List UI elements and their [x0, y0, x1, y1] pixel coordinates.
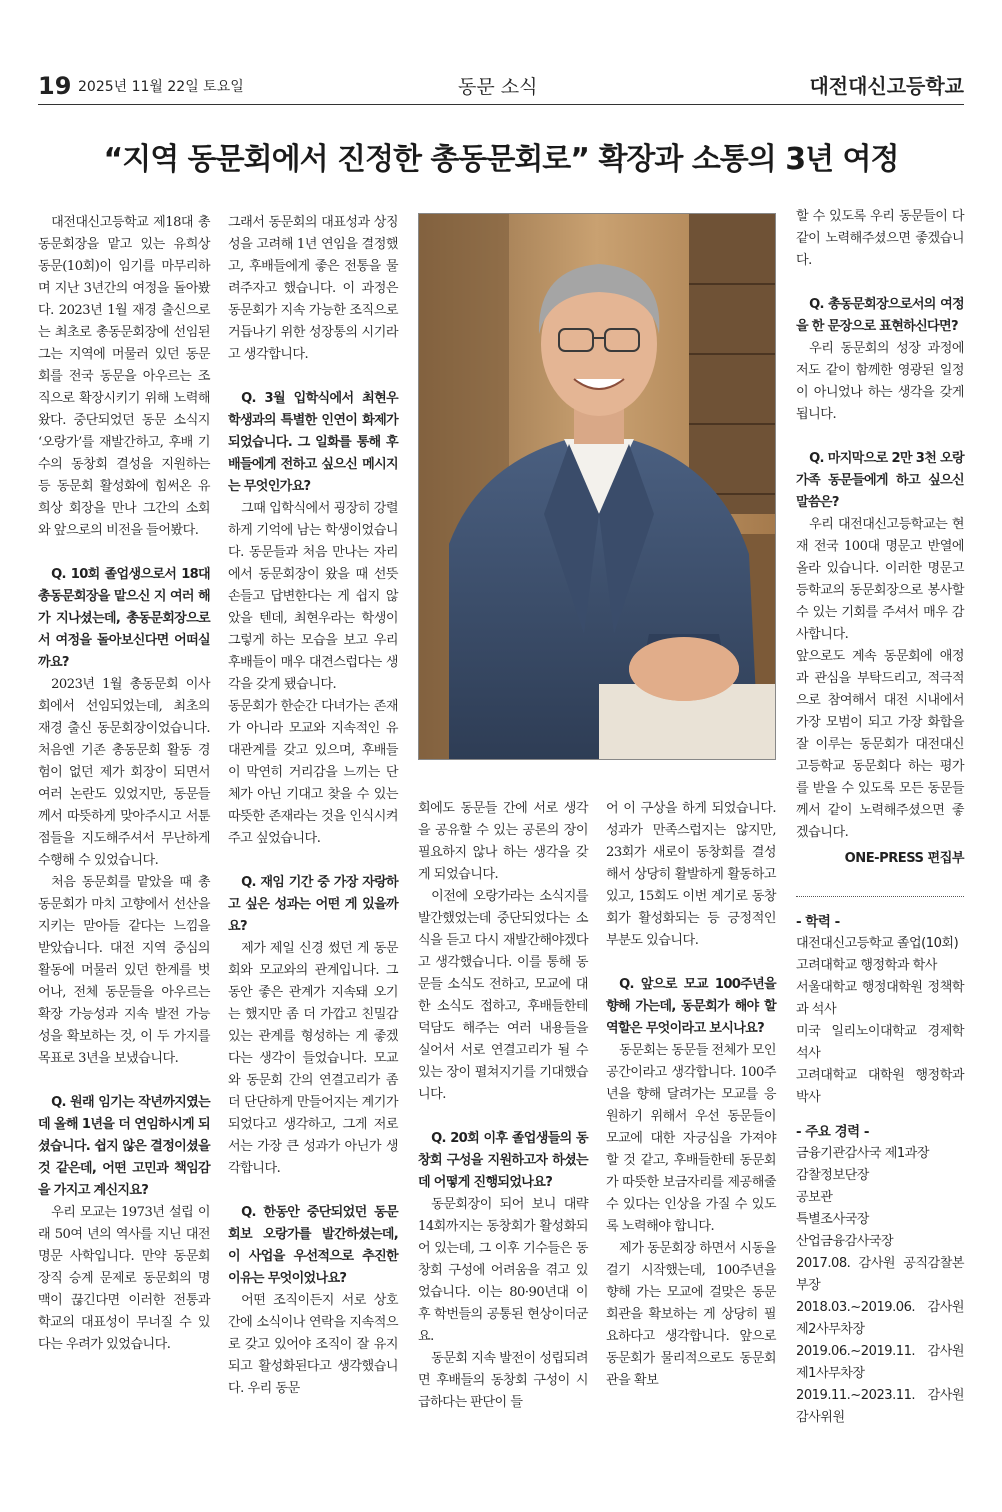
career-item: 산업금융감사국장: [796, 1234, 894, 1249]
answer-paragraph: 이전에 오랑가라는 소식지를 발간했었는데 중단되었다는 소식을 듣고 다시 재발간해야겠다고 생각했습니다. 이를 통해 동문들 소식도 전하고, 모교에 대한 소식도 접하고, 후배들한테 덕담도 해주는 여러 내용들을 실어서 서로 연결고리가 될 수 있는 장이 펼쳐지기를 기대했습니다.: [418, 889, 588, 1102]
question: Q. 10회 졸업생으로서 18대 총동문회장을 맡으신 지 여러 해가 지나셨는데, 총동문회장으로서 여정을 돌아보신다면 어떠실까요?: [38, 567, 210, 670]
education-item: 고려대학교 대학원 행정학과 박사: [796, 1068, 964, 1105]
question: Q. 3월 입학식에서 최현우 학생과의 특별한 인연이 화제가 되었습니다. 그 일화를 통해 후배들에게 전하고 싶으신 메시지는 무엇인가요?: [228, 391, 398, 494]
career-item: 2019.06.~2019.11. 감사원 제1사무차장: [796, 1344, 964, 1381]
answer-paragraph: 동문회가 한순간 다녀가는 존재가 아니라 모교와 지속적인 유대관계를 갖고 있으며, 후배들이 막연히 거리감을 느끼는 단체가 아닌 기대고 찾을 수 있는 따뜻한 존재라는 것을 인식시켜주고 싶었습니다.: [228, 699, 398, 846]
article-column-3: [418, 798, 588, 1414]
answer-paragraph: 동문회는 동문들 전체가 모인 공간이라고 생각합니다. 100주년을 향해 달려가는 모교를 응원하기 위해서 우선 동문들이 모교에 대한 자긍심을 가져야 할 것 같고, 후배들한테 동문회가 따뜻한 보금자리를 제공해줄 수 있다는 인상을 가질 수 있도록 노력해야 합니다.: [606, 1043, 776, 1234]
byline: ONE-PRESS 편집부: [844, 851, 964, 866]
answer-paragraph: 우리 모교는 1973년 설립 이래 50여 년의 역사를 지닌 대전 명문 사학입니다. 만약 동문회장직 승계 문제로 동문회의 명맥이 끊긴다면 이러한 전통과 학교의 대표성이 무너질 수 있다는 우려가 있었습니다.: [38, 1205, 210, 1352]
career-item: 2019.11.~2023.11. 감사원 감사위원: [796, 1388, 964, 1425]
article-headline: “지역 동문회에서 진정한 총동문회로” 확장과 소통의 3년 여정: [103, 142, 899, 177]
answer-paragraph: 할 수 있도록 우리 동문들이 다같이 노력해주셨으면 좋겠습니다.: [796, 209, 964, 268]
section-title: 동문 소식: [458, 76, 538, 98]
career-item: 2017.08. 감사원 공직감찰본부장: [796, 1256, 964, 1293]
answer-paragraph: 우리 동문회의 성장 과정에 저도 같이 함께한 영광된 일정이 아니었나 하는 생각을 갖게 됩니다.: [796, 341, 964, 422]
bookshelf: [689, 214, 775, 514]
page-number: 19: [38, 72, 72, 100]
question: Q. 20회 이후 졸업생들의 동창회 구성을 지원하고자 하셨는데 어떻게 진행되었나요?: [418, 1131, 588, 1190]
interview-photo: [418, 213, 776, 760]
portrait-illustration: [419, 214, 775, 759]
dotted-divider: [796, 896, 964, 897]
question: Q. 원래 임기는 작년까지였는데 올해 1년을 더 연임하시게 되셨습니다. 쉽지 않은 결정이셨을 것 같은데, 어떤 고민과 책임감을 가지고 계신지요?: [38, 1095, 210, 1198]
question: Q. 한동안 중단되었던 동문회보 오랑가를 발간하셨는데, 이 사업을 우선적으로 추진한 이유는 무엇이었나요?: [228, 1205, 398, 1286]
education-heading: - 학력 -: [796, 914, 840, 930]
education-item: 서울대학교 행정대학원 정책학과 석사: [796, 980, 964, 1017]
career-item: 2018.03.~2019.06. 감사원 제2사무차장: [796, 1300, 964, 1337]
answer-paragraph: 그때 입학식에서 굉장히 강렬하게 기억에 남는 학생이었습니다. 동문들과 처음 만나는 자리에서 동문회장이 왔을 때 선뜻 손들고 답변한다는 게 쉽지 않았을 텐데, 최현우라는 학생이 그렇게 하는 모습을 보고 우리 후배들이 매우 대견스럽다는 생각을 갖게 됐습니다.: [228, 501, 398, 692]
article-column-4: [606, 798, 776, 1392]
issue-date: 2025년 11월 22일 토요일: [78, 79, 244, 95]
career-item: 금융기관감사국 제1과장: [796, 1146, 929, 1161]
career-item: 공보관: [796, 1190, 833, 1205]
answer-paragraph: 우리 대전대신고등학교는 현재 전국 100대 명문고 반열에 올라 있습니다. 이러한 명문고등학교의 동문회장으로 봉사할 수 있는 기회를 주셔서 매우 감사합니다.: [796, 517, 964, 642]
answer-paragraph: 처음 동문회를 맡았을 때 총동문회가 마치 고향에서 선산을 지키는 맏아들 같다는 느낌을 받았습니다. 대전 지역 중심의 활동에 머물러 있던 한계를 벗어나, 전체 동문들을 아우르는 확장 가능성과 지속 발전 가능성을 확보하는 것, 이 두 가지를 목표로 3년을 보냈습니다.: [38, 875, 210, 1066]
education-item: 미국 일리노이대학교 경제학 석사: [796, 1024, 964, 1061]
education-item: 대전대신고등학교 졸업(10회): [796, 936, 959, 951]
answer-paragraph: 동문회장이 되어 보니 대략 14회까지는 동창회가 활성화되어 있는데, 그 이후 기수들은 동창회 구성에 어려움을 겪고 있었습니다. 이는 80·90년대 이후 학번들의 공통된 현상이더군요.: [418, 1197, 588, 1344]
question: Q. 총동문회장으로서의 여정을 한 문장으로 표현하신다면?: [796, 297, 964, 334]
career-item: 특별조사국장: [796, 1212, 869, 1227]
answer-paragraph: 어 이 구상을 하게 되었습니다. 성과가 만족스럽지는 않지만, 23회가 새로이 동창회를 결성해서 상당히 활발하게 활동하고 있고, 15회도 이번 계기로 동창회가 활성화되는 등 긍정적인 부분도 있습니다.: [606, 801, 776, 948]
biography-box: [796, 911, 964, 1429]
education-item: 고려대학교 행정학과 학사: [796, 958, 937, 973]
intro-paragraph: 대전대신고등학교 제18대 총동문회장을 맡고 있는 유희상 동문(10회)이 임기를 마무리하며 지난 3년간의 여정을 돌아봤다. 2023년 1월 재경 출신으로는 최초로 총동문회장에 선임된 그는 지역에 머물러 있던 동문회를 전국 동문을 아우르는 조직으로 확장시키기 위해 노력해왔다. 중단되었던 동문 소식지 ‘오랑가’를 재발간하고, 후배 기수의 동창회 결성을 지원하는 등 동문회 활성화에 힘써온 유희상 회장을 만나 그간의 소회와 앞으로의 비전을 들어봤다.: [38, 215, 210, 538]
answer-paragraph: 앞으로도 계속 동문회에 애정과 관심을 부탁드리고, 적극적으로 참여해서 대전 시내에서 가장 모범이 되고 가장 화합을 잘 이루는 동문회가 대전대신고등학교 동문회다 하는 평가를 받을 수 있도록 모든 동문들께서 같이 노력해주셨으면 좋겠습니다.: [796, 649, 964, 840]
answer-paragraph: 그래서 동문회의 대표성과 상징성을 고려해 1년 연임을 결정했고, 후배들에게 좋은 전통을 물려주자고 했습니다. 이 과정은 동문회가 지속 가능한 조직으로 거듭나기 위한 성장통의 시기라고 생각합니다.: [228, 215, 398, 362]
answer-paragraph: 회에도 동문들 간에 서로 생각을 공유할 수 있는 공론의 장이 필요하지 않나 하는 생각을 갖게 되었습니다.: [418, 801, 588, 882]
article-column-5: [796, 206, 964, 1429]
answer-paragraph: 제가 동문회장 하면서 시동을 걸기 시작했는데, 100주년을 향해 가는 모교에 걸맞은 동문회관을 확보하는 게 상당히 필요하다고 생각합니다. 앞으로 동문회가 물리적으로도 동문회관을 확보: [606, 1241, 776, 1388]
header-rule: [38, 104, 964, 105]
career-item: 감찰정보단장: [796, 1168, 869, 1183]
question: Q. 마지막으로 2만 3천 오랑 가족 동문들에게 하고 싶으신 말씀은?: [796, 451, 964, 510]
question: Q. 앞으로 모교 100주년을 향해 가는데, 동문회가 해야 할 역할은 무엇이라고 보시나요?: [606, 977, 776, 1036]
career-heading: - 주요 경력 -: [796, 1124, 869, 1140]
publication-name: 대전대신고등학교: [809, 74, 964, 98]
page-header: [38, 70, 964, 102]
answer-paragraph: 동문회 지속 발전이 성립되려면 후배들의 동창회 구성이 시급하다는 판단이 들: [418, 1351, 588, 1410]
answer-paragraph: 어떤 조직이든지 서로 상호 간에 소식이나 연락을 지속적으로 갖고 있어야 조직이 잘 유지되고 활성화된다고 생각했습니다. 우리 동문: [228, 1293, 398, 1396]
question: Q. 재임 기간 중 가장 자랑하고 싶은 성과는 어떤 게 있을까요?: [228, 875, 398, 934]
answer-paragraph: 2023년 1월 총동문회 이사회에서 선임되었는데, 최초의 재경 출신 동문회장이었습니다. 처음엔 기존 총동문회 활동 경험이 없던 제가 회장이 되면서 여러 논란도 있었지만, 동문들께서 따뜻하게 맞아주시고 서툰 점들을 지도해주셔서 무난하게 수행해 수 있었습니다.: [38, 677, 210, 868]
article-column-2: [228, 212, 398, 1400]
answer-paragraph: 제가 제일 신경 썼던 게 동문회와 모교와의 관계입니다. 그동안 좋은 관계가 지속돼 오기는 했지만 좀 더 가깝고 친밀감 있는 관계를 형성하는 게 좋겠다는 생각이 들었습니다. 모교와 동문회 간의 연결고리가 좀 더 단단하게 만들어지는 계기가 되었다고 생각하고, 그게 저로서는 가장 큰 성과가 아닌가 생각합니다.: [228, 941, 398, 1176]
article-column-1: [38, 212, 210, 1356]
hands-overlay: [629, 637, 739, 701]
